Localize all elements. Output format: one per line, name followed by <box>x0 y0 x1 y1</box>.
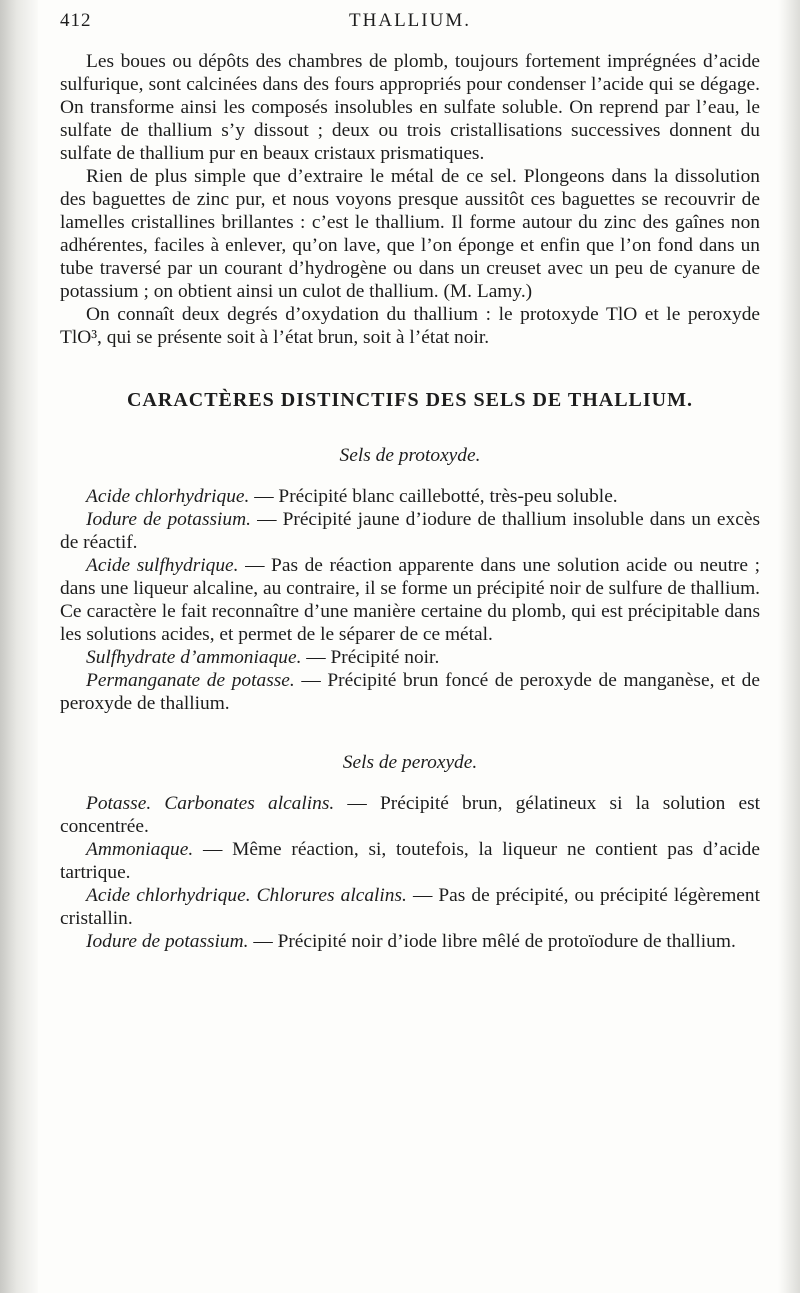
reaction-text: — Précipité noir d’iode libre mêlé de protoïodure de thallium. <box>248 931 736 952</box>
reaction-text: — Même réaction, si, toutefois, la liqueur ne contient pas d’acide tartrique. <box>60 839 760 883</box>
reagent-name: Acide chlorhydrique. Chlorures alcalins. <box>86 885 407 906</box>
reaction-text: — Précipité brun foncé de peroxyde de manganèse, et de peroxyde de thallium. <box>60 670 760 714</box>
subsection-heading-protoxyde: Sels de protoxyde. <box>339 445 481 466</box>
reagent-name: Acide sulfhydrique. <box>86 555 239 576</box>
binding-shadow <box>0 0 38 1293</box>
body-text <box>60 50 760 953</box>
paragraph-extraction: Rien de plus simple que d’extraire le métal de ce sel. Plongeons dans la dissolution des baguettes de zinc pur, et nous voyons presque aussitôt ces baguettes se recouvrir de lamelles cristallines brillantes : c’est le thallium. Il forme autour du zinc des gaînes non adhérentes, faciles à enlever, qu’on lave, que l’on éponge et enfin que l’on fond dans un tube traversé par un courant d’hydrogène ou dans un creuset avec un peu de cyanure de potassium ; on obtient ainsi un culot de thallium. (M. Lamy.) <box>60 166 760 302</box>
reaction-text: — Précipité blanc caillebotté, très-peu soluble. <box>249 486 618 507</box>
reaction-entry <box>60 554 760 646</box>
subsection-heading-peroxyde: Sels de peroxyde. <box>342 752 478 773</box>
reagent-name: Iodure de potassium. <box>86 509 251 530</box>
reaction-text: — Précipité jaune d’iodure de thallium insoluble dans un excès de réactif. <box>60 509 760 553</box>
reagent-name: Sulfhydrate d’ammoniaque. <box>86 647 302 668</box>
reagent-name: Iodure de potassium. <box>86 931 249 952</box>
reaction-text: — Pas de précipité, ou précipité légèrement cristallin. <box>60 885 760 929</box>
running-head <box>60 10 760 40</box>
reaction-entry <box>60 792 760 838</box>
reaction-entry <box>60 669 760 715</box>
reaction-entry <box>60 646 760 669</box>
reagent-name: Potasse. Carbonates alcalins. <box>86 793 335 814</box>
page-number: 412 <box>60 10 92 31</box>
reaction-entry <box>60 508 760 554</box>
paragraph-oxydation: On connaît deux degrés d’oxydation du thallium : le protoxyde TlO et le peroxyde TlO³, qui se présente soit à l’état brun, soit à l’état noir. <box>60 304 760 348</box>
reaction-entry <box>60 485 760 508</box>
reaction-text: — Pas de réaction apparente dans une solution acide ou neutre ; dans une liqueur alcaline, au contraire, il se forme un précipité noir de sulfure de thallium. Ce caractère le fait reconnaître d’une manière certaine du plomb, qui est précipitable dans les solutions acides, et permet de le séparer de ce métal. <box>60 555 760 645</box>
reaction-entry <box>60 930 760 953</box>
reaction-text: — Précipité noir. <box>301 647 440 668</box>
reaction-text: — Précipité brun, gélatineux si la solution est concentrée. <box>60 793 761 837</box>
paragraph-boues: Les boues ou dépôts des chambres de plomb, toujours fortement imprégnées d’acide sulfurique, sont calcinées dans des fours appropriés pour condenser l’acide qui se dégage. On transforme ainsi les composés insolubles en sulfate soluble. On reprend par l’eau, le sulfate de thallium s’y dissout ; deux ou trois cristallisations successives donnent du sulfate de thallium pur en beaux cristaux prismatiques. <box>60 51 760 164</box>
reaction-entry <box>60 838 760 884</box>
reagent-name: Acide chlorhydrique. <box>86 486 250 507</box>
reagent-name: Ammoniaque. <box>86 839 194 860</box>
reaction-entry <box>60 884 760 930</box>
running-title: THALLIUM. <box>349 10 471 31</box>
section-heading: CARACTÈRES DISTINCTIFS DES SELS DE THALLIUM. <box>126 389 693 411</box>
reagent-name: Permanganate de potasse. <box>86 670 295 691</box>
page-edge-shadow <box>778 0 800 1293</box>
